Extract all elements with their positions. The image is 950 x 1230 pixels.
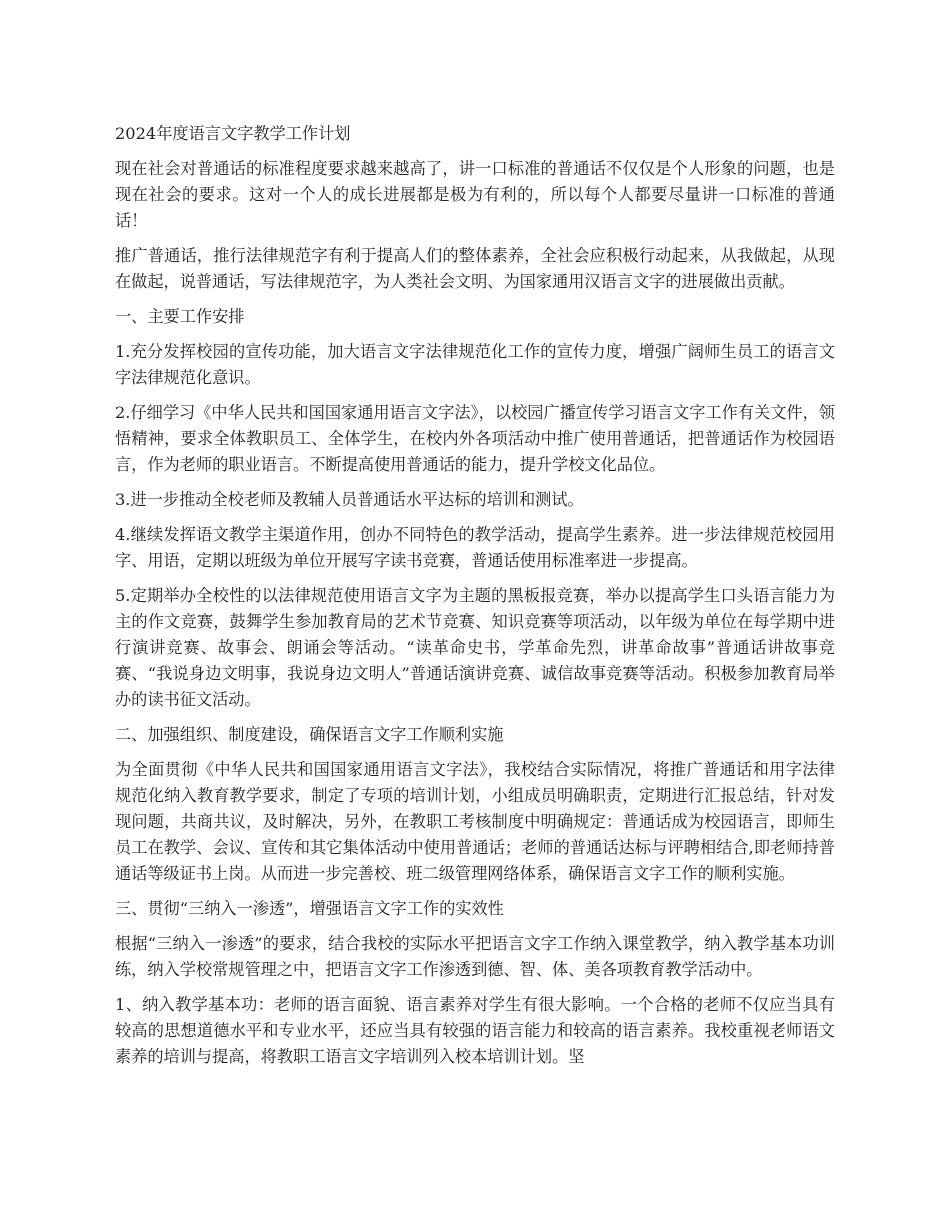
paragraph-teaching-skills: 1、纳入教学基本功：老师的语言面貌、语言素养对学生有很大影响。一个合格的老师不仅应当具有较高的思想道德水平和专业水平，还应当具有较强的语言能力和较高的语言素养。我校重视老师语文素养的培训与提高，将教职工语言文字培训列入校本培训计划。坚 <box>115 995 835 1066</box>
paragraph-three-inclusions: 根据“三纳入一渗透”的要求，结合我校的实际水平把语言文字工作纳入课堂教学，纳入教学基本功训练，纳入学校常规管理之中，把语言文字工作渗透到德、智、体、美各项教育教学活动中。 <box>115 934 835 979</box>
section-heading-3: 三、贯彻“三纳入一渗透”，增强语言文字工作的实效性 <box>115 899 504 918</box>
section-heading-1: 一、主要工作安排 <box>115 307 245 326</box>
paragraph-intro: 现在社会对普通话的标准程度要求越来越高了，讲一口标准的普通话不仅仅是个人形象的问题，也是现在社会的要求。这对一个人的成长进展都是极为有利的，所以每个人都要尽量讲一口标准的普通话！ <box>115 159 835 230</box>
document-title: 2024年度语言文字教学工作计划 <box>115 124 351 143</box>
paragraph-promotion: 推广普通话，推行法律规范字有利于提高人们的整体素养，全社会应积极行动起来，从我做起，从现在做起，说普通话，写法律规范字，为人类社会文明、为国家通用汉语言文字的进展做出贡献。 <box>115 246 835 291</box>
list-item-5: 5.定期举办全校性的以法律规范使用语言文字为主题的黑板报竞赛，举办以提高学生口头语言能力为主的作文竞赛，鼓舞学生参加教育局的艺术节竞赛、知识竞赛等项活动，以年级为单位在每学期中进行演讲竞赛、故事会、朗诵会等活动。“读革命史书，学革命先烈，讲革命故事”普通话讲故事竞赛、“我说身边文明事，我说身边文明人”普通话演讲竞赛、诚信故事竞赛等活动。积极参加教育局举办的读书征文活动。 <box>115 586 835 709</box>
list-item-2: 2.仔细学习《中华人民共和国国家通用语言文字法》，以校园广播宣传学习语言文字工作有关文件，领悟精神，要求全体教职员工、全体学生，在校内外各项活动中推广使用普通话，把普通话作为校园语言，作为老师的职业语言。不断提高使用普通话的能力，提升学校文化品位。 <box>115 403 835 474</box>
section-heading-2: 二、加强组织、制度建设，确保语言文字工作顺利实施 <box>115 725 504 744</box>
list-item-4: 4.继续发挥语文教学主渠道作用，创办不同特色的教学活动，提高学生素养。进一步法律规范校园用字、用语，定期以班级为单位开展写字读书竞赛，普通话使用标准率进一步提高。 <box>115 525 835 570</box>
list-item-3: 3.进一步推动全校老师及教辅人员普通话水平达标的培训和测试。 <box>115 490 584 509</box>
paragraph-organization: 为全面贯彻《中华人民共和国国家通用语言文字法》，我校结合实际情况，将推广普通话和用字法律规范化纳入教育教学要求，制定了专项的培训计划，小组成员明确职责，定期进行汇报总结，针对发现问题，共商共议，及时解决，另外，在教职工考核制度中明确规定：普通话成为校园语言，即师生员工在教学、会议、宣传和其它集体活动中使用普通话；老师的普通话达标与评聘相结合,即老师持普通话等级证书上岗。从而进一步完善校、班二级管理网络体系，确保语言文字工作的顺利实施。 <box>115 760 835 883</box>
list-item-1: 1.充分发挥校园的宣传功能，加大语言文字法律规范化工作的宣传力度，增强广阔师生员工的语言文字法律规范化意识。 <box>115 342 835 387</box>
